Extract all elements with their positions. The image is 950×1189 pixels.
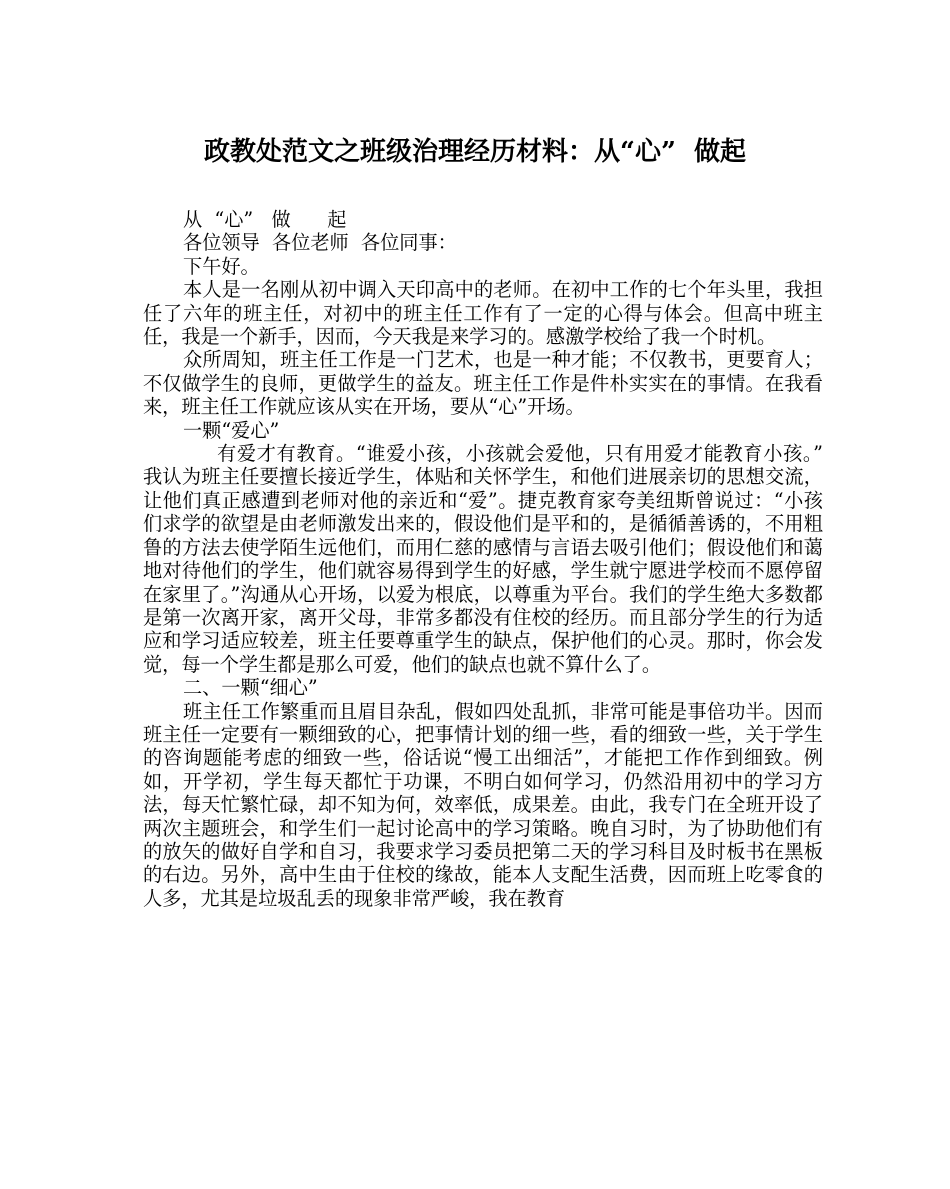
paragraph: 众所周知，班主任工作是一门艺术，也是一种才能；不仅教书，更要育人；不仅做学生的良师，更做学生的益友。班主任工作是件朴实实在的事情。在我看来，班主任工作就应该从实在开场，要从“心”开场。: [143, 348, 823, 419]
salutation-line: 各位领导 各位老师 各位同事：: [183, 231, 457, 255]
section-heading: 一颗“爱心”: [183, 418, 280, 442]
greeting-line: 下午好。: [183, 254, 260, 278]
section-heading: 二、一颗“细心”: [183, 676, 318, 700]
paragraph: 本人是一名刚从初中调入天印高中的老师。在初中工作的七个年头里，我担任了六年的班主任，对初中的班主任工作有了一定的心得与体会。但高中班主任，我是一个新手，因而，今天我是来学习的。感激学校给了我一个时机。: [143, 278, 823, 349]
document-title: 政教处范文之班级治理经历材料：从“心” 做起: [203, 137, 746, 167]
paragraph: 有爱才有教育。“谁爱小孩，小孩就会爱他，只有用爱才能教育小孩。” 我认为班主任要擅长接近学生，体贴和关怀学生，和他们进展亲切的思想交流，让他们真正感遭到老师对他的亲近和“爱”。捷克教育家夸美纽斯曾说过：“小孩们求学的欲望是由老师激发出来的，假设他们是平和的，是循循善诱的，不用粗鲁的方法去使学陌生远他们，而用仁慈的感情与言语去吸引他们；假设他们和蔼地对待他们的学生，他们就容易得到学生的好感，学生就宁愿进学校而不愿停留在家里了。”沟通从心开场，以爱为根底，以尊重为平台。我们的学生绝大多数都是第一次离开家，离开父母，非常多都没有住校的经历。而且部分学生的行为适应和学习适应较差，班主任要尊重学生的缺点，保护他们的心灵。那时，你会发觉，每一个学生都是那么可爱，他们的缺点也就不算什么了。: [143, 442, 842, 676]
document-body: [143, 208, 842, 910]
subtitle-line: 从 “心” 做 起: [183, 208, 347, 231]
paragraph: 班主任工作繁重而且眉目杂乱，假如四处乱抓，非常可能是事倍功半。因而班主任一定要有一颗细致的心，把事情计划的细一些，看的细致一些，关于学生的咨询题能考虑的细致一些，俗话说“慢工出细活”，才能把工作作到细致。例如，开学初，学生每天都忙于功课，不明白如何学习，仍然沿用初中的学习方法，每天忙繁忙碌，却不知为何，效率低，成果差。由此，我专门在全班开设了两次主题班会，和学生们一起讨论高中的学习策略。晚自习时，为了协助他们有的放矢的做好自学和自习，我要求学习委员把第二天的学习科目及时板书在黑板的右边。另外，高中生由于住校的缘故，能本人支配生活费，因而班上吃零食的人多，尤其是垃圾乱丢的现象非常严峻，我在教育: [143, 699, 823, 910]
